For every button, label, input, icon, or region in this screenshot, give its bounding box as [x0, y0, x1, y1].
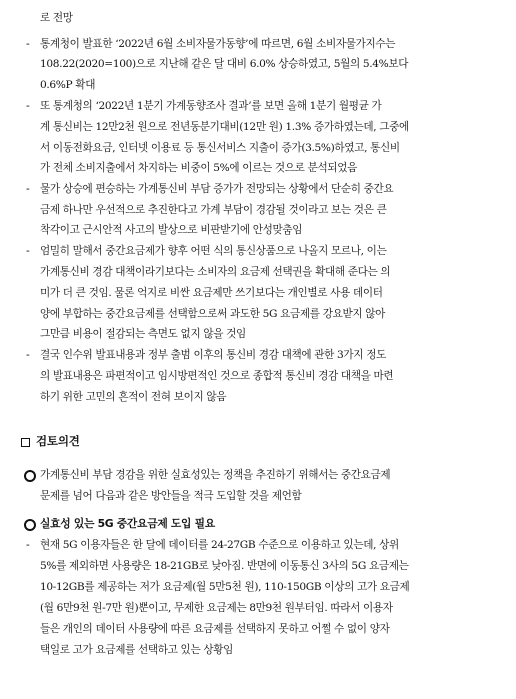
bullet-line: 의 발표내용은 파편적이고 임시방편적인 것으로 종합적 통신비 경감 대책을 마련 [40, 370, 394, 382]
circle-bullet-icon [24, 470, 36, 482]
bullet-line: 결국 인수위 발표내용과 정부 출범 이후의 통신비 경감 대책에 관한 3가지 정도 [40, 349, 386, 361]
section-square-icon [21, 438, 30, 447]
bullet-line: 0.6%P 확대 [40, 79, 96, 91]
opinion-point-line: 택일로 고가 요금제를 선택하고 있는 상황임 [40, 644, 233, 656]
bullet-line: 또 통계청의 ‘2022년 1분기 가계동향조사 결과’를 보면 올해 1분기 월평균 가 [40, 100, 382, 112]
opinion-point-line: (월 6만9천 원-7만 원)뿐이고, 무제한 요금제는 8만9천 원부터임. 따라서 이용자 [40, 602, 393, 614]
bullet-line: 가계통신비 경감 대책이라기보다는 소비자의 요금제 선택권을 확대해 준다는 의 [40, 266, 391, 278]
bullet-line: 양에 부합하는 중간요금제를 선택함으로써 과도한 5G 요금제를 강요받지 않아 [40, 308, 386, 320]
bullet-line: 금제 하나만 우선적으로 추진한다고 가계 부담이 경감될 것이라고 보는 것은 큰 [40, 204, 387, 216]
bullet-line: 서 이동전화요금, 인터넷 이용료 등 통신서비스 지출이 증가(3.5%)하였고, 통신비 [40, 142, 400, 154]
bullet-dash: - [26, 348, 30, 361]
bullet-dash: - [26, 37, 30, 50]
bullet-dash: - [26, 99, 30, 112]
opinion-point-title: 실효성 있는 5G 중간요금제 도입 필요 [40, 517, 215, 530]
section-title: 검토의견 [36, 434, 80, 448]
opinion-point-line: 5%를 제외하면 사용량은 18-21GB로 낮아짐. 반면에 이동통신 3사의 5G 요금제는 [40, 560, 409, 572]
bullet-line: 가 전체 소비지출에서 차지하는 비중이 5%에 이르는 것으로 분석되었음 [40, 162, 357, 174]
opinion-line: 가계통신비 부담 경감을 위한 실효성있는 정책을 추진하기 위해서는 중간요금제 [40, 469, 391, 481]
bullet-line: 미가 더 큰 것임. 물론 억지로 비싼 요금제만 쓰기보다는 개인별로 사용 데이터 [40, 287, 383, 299]
bullet-dash: - [26, 538, 30, 551]
bullet-line: 그만큼 비용이 절감되는 측면도 없지 않을 것임 [40, 328, 246, 340]
bullet-line: 통계청이 발표한 ‘2022년 6월 소비자물가동향’에 따르면, 6월 소비자물가지수는 [40, 38, 396, 50]
circle-bullet-icon [24, 519, 36, 531]
opinion-point-line: 10-12GB를 제공하는 저가 요금제(월 5만5천 원), 110-150GB 이상의 고가 요금제 [40, 581, 410, 593]
opinion-line: 문제를 넘어 다음과 같은 방안들을 적극 도입할 것을 제언함 [40, 490, 302, 502]
bullet-dash: - [26, 244, 30, 257]
bullet-line: 엄밀히 말해서 중간요금제가 향후 어떤 식의 통신상품으로 나올지 모르나, 이는 [40, 245, 387, 257]
bullet-line: 물가 상승에 편승하는 가계통신비 부담 증가가 전망되는 상황에서 단순히 중간요 [40, 183, 394, 195]
bullet-line: 하기 위한 고민의 흔적이 전혀 보이지 않음 [40, 391, 227, 403]
bullet-line: 108.22(2020=100)으로 지난해 같은 달 대비 6.0% 상승하였고, 5월의 5.4%보다 [40, 58, 409, 70]
opinion-point-line: 들은 개인의 데이터 사용량에 따른 요금제를 선택하지 못하고 어쩔 수 없이 양자 [40, 623, 390, 635]
bullet-line: 착각이고 근시안적 사고의 발상으로 비판받기에 안성맞춤임 [40, 224, 303, 236]
bullet-line: 계 통신비는 12만2천 원으로 전년동분기대비(12만 원) 1.3% 증가하였는데, 그중에 [40, 121, 409, 133]
intro-continuation: 로 전망 [40, 12, 73, 24]
bullet-dash: - [26, 182, 30, 195]
opinion-point-line: 현재 5G 이용자들은 한 달에 데이터를 24-27GB 수준으로 이용하고 있는데, 상위 [40, 539, 399, 551]
